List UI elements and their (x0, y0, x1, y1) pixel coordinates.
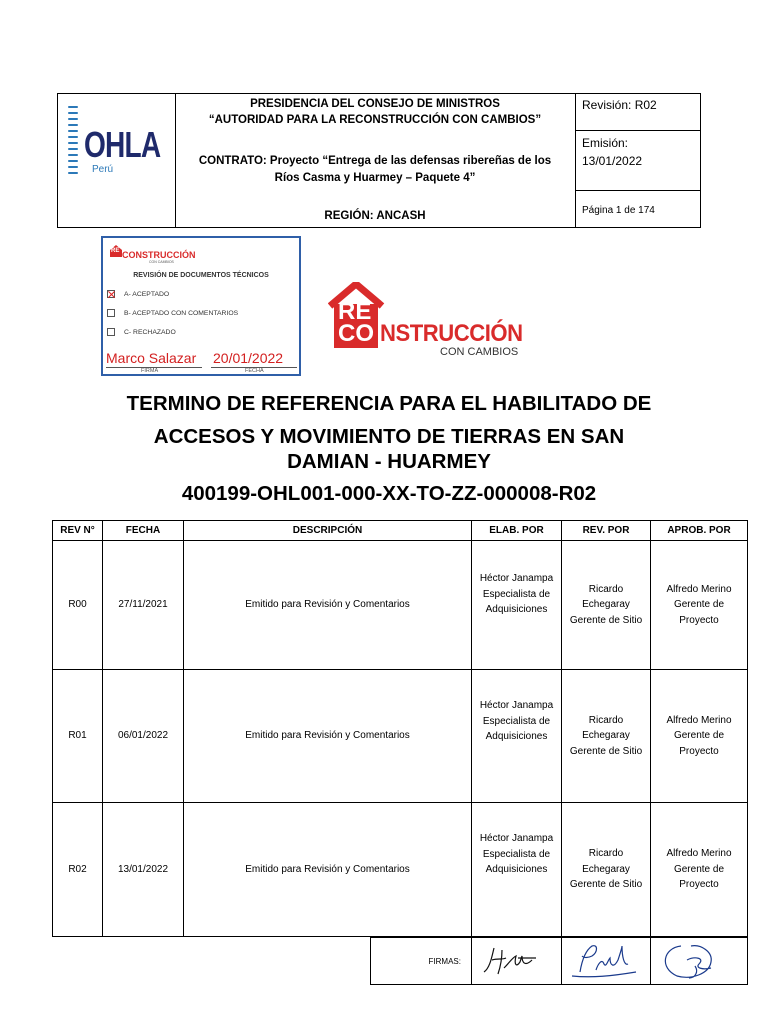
stamp-logo-text: CONSTRUCCIÓN (122, 250, 196, 260)
cell-line: Alfredo Merino (666, 848, 732, 860)
signature-scribble-icon (651, 938, 746, 982)
checkbox-icon (107, 309, 115, 317)
stamp-signer: Marco Salazar (106, 350, 197, 366)
signature-elab (472, 938, 562, 985)
cell-rev: R01 (53, 670, 103, 803)
cell-fecha: 27/11/2021 (103, 541, 184, 670)
cell-line: Especialista de (482, 588, 551, 600)
table-row (53, 670, 748, 803)
cell-line: Echegaray (582, 863, 630, 875)
cell-line: Ricardo (588, 583, 624, 595)
col-header-elab: ELAB. POR (472, 521, 562, 541)
doc-code: 400199-OHL001-000-XX-TO-ZZ-000008-R02 (181, 482, 597, 505)
cell-rev: R02 (53, 803, 103, 937)
cell-rev-por (562, 541, 651, 670)
signature-scribble-icon (562, 938, 649, 982)
cell-elab (472, 803, 562, 937)
cell-fecha: 13/01/2022 (103, 803, 184, 937)
header-table (57, 93, 701, 228)
stamp-date: 20/01/2022 (213, 350, 284, 366)
cell-line: Proyecto (679, 745, 719, 757)
cell-elab (472, 541, 562, 670)
stamp-title: REVISIÓN DE DOCUMENTOS TÉCNICOS (133, 272, 269, 279)
stamp-fecha-label: FECHA (245, 368, 264, 374)
stamp-logo-sub: CON CAMBIOS (149, 260, 174, 264)
table-row (53, 541, 748, 670)
stamp-option-label: B- ACEPTADO CON COMENTARIOS (124, 309, 239, 317)
revision-table (52, 520, 748, 937)
signature-scribble-icon (472, 938, 560, 982)
stamp-firma-label: FIRMA (141, 368, 159, 374)
stamp-logo-prefix: RE (111, 248, 120, 254)
logo-prefix-bottom: CO (338, 320, 374, 347)
firmas-label: FIRMAS: (428, 956, 461, 966)
stamp-option-label: A- ACEPTADO (124, 290, 170, 298)
org-line-2: “AUTORIDAD PARA LA RECONSTRUCCIÓN CON CAMBIOS” (208, 114, 542, 126)
table-row (53, 803, 748, 937)
cell-line: Héctor Janampa (479, 700, 554, 711)
review-stamp (101, 236, 301, 376)
stamp-option-a (107, 290, 169, 298)
col-header-rev-por: REV. POR (562, 521, 651, 541)
cell-descripcion: Emitido para Revisión y Comentarios (184, 670, 472, 803)
logo-sub: CON CAMBIOS (440, 346, 519, 358)
doc-title-line-1: TERMINO DE REFERENCIA PARA EL HABILITADO DE (126, 392, 652, 415)
revision-label: Revisión: R02 (582, 98, 657, 112)
contract-line-1: CONTRATO: Proyecto “Entrega de las defensas ribereñas de los (198, 155, 552, 167)
cell-aprob (651, 803, 748, 937)
reconstruccion-logo (328, 282, 528, 362)
cell-line: Echegaray (582, 730, 630, 742)
logo-prefix-top: RE (338, 298, 372, 325)
cell-line: Héctor Janampa (479, 573, 554, 584)
page-number: Página 1 de 174 (582, 205, 655, 216)
cell-line: Adquisiciones (485, 731, 548, 742)
col-header-aprob: APROB. POR (651, 521, 748, 541)
cell-rev-por (562, 670, 651, 803)
cell-descripcion: Emitido para Revisión y Comentarios (184, 803, 472, 937)
ohla-logo-mark (68, 106, 80, 176)
doc-title-line-3: DAMIAN - HUARMEY (287, 450, 491, 473)
org-line-1: PRESIDENCIA DEL CONSEJO DE MINISTROS (250, 98, 500, 110)
cell-rev: R00 (53, 541, 103, 670)
col-header-rev: REV N° (53, 521, 103, 541)
stamp-option-label: C- RECHAZADO (124, 328, 176, 336)
cell-line: Echegaray (582, 599, 630, 611)
cell-line: Adquisiciones (485, 864, 548, 875)
logo-word: NSTRUCCIÓN (380, 320, 523, 347)
cell-aprob (651, 541, 748, 670)
table-header-row (53, 521, 748, 541)
region: REGIÓN: ANCASH (324, 210, 426, 222)
signature-aprob (651, 938, 748, 985)
cell-line: Ricardo (588, 848, 624, 860)
doc-title-line-2: ACCESOS Y MOVIMIENTO DE TIERRAS EN SAN (153, 425, 625, 448)
cell-line: Gerente de Sitio (569, 879, 643, 891)
cell-line: Gerente de Sitio (569, 745, 643, 757)
ohla-logo-text: OHLA (84, 124, 161, 165)
cell-rev-por (562, 803, 651, 937)
checkbox-icon (107, 328, 115, 336)
stamp-option-c (107, 328, 176, 336)
emision-date: 13/01/2022 (582, 154, 643, 168)
cell-line: Gerente de (673, 863, 725, 875)
firmas-label-cell (371, 938, 472, 985)
cell-line: Especialista de (482, 848, 551, 860)
ohla-logo-subtext: Perú (92, 164, 114, 175)
cell-line: Proyecto (679, 879, 719, 891)
cell-line: Gerente de Sitio (569, 614, 643, 626)
cell-elab (472, 670, 562, 803)
cell-line: Adquisiciones (485, 604, 548, 615)
cell-line: Héctor Janampa (479, 833, 554, 844)
cell-line: Gerente de (673, 730, 725, 742)
cell-line: Especialista de (482, 715, 551, 727)
cell-fecha: 06/01/2022 (103, 670, 184, 803)
signature-rev (562, 938, 651, 985)
checked-box-icon (107, 290, 115, 298)
cell-line: Gerente de (673, 599, 725, 611)
cell-line: Alfredo Merino (666, 714, 732, 726)
signature-table (370, 937, 748, 985)
emision-label: Emisión: (582, 136, 629, 150)
stamp-option-b (107, 309, 238, 317)
cell-aprob (651, 670, 748, 803)
cell-descripcion: Emitido para Revisión y Comentarios (184, 541, 472, 670)
cell-line: Ricardo (588, 714, 624, 726)
cell-line: Proyecto (679, 614, 719, 626)
col-header-descripcion: DESCRIPCIÓN (184, 521, 472, 541)
contract-line-2: Ríos Casma y Huarmey – Paquete 4” (274, 172, 476, 184)
col-header-fecha: FECHA (103, 521, 184, 541)
cell-line: Alfredo Merino (666, 583, 732, 595)
